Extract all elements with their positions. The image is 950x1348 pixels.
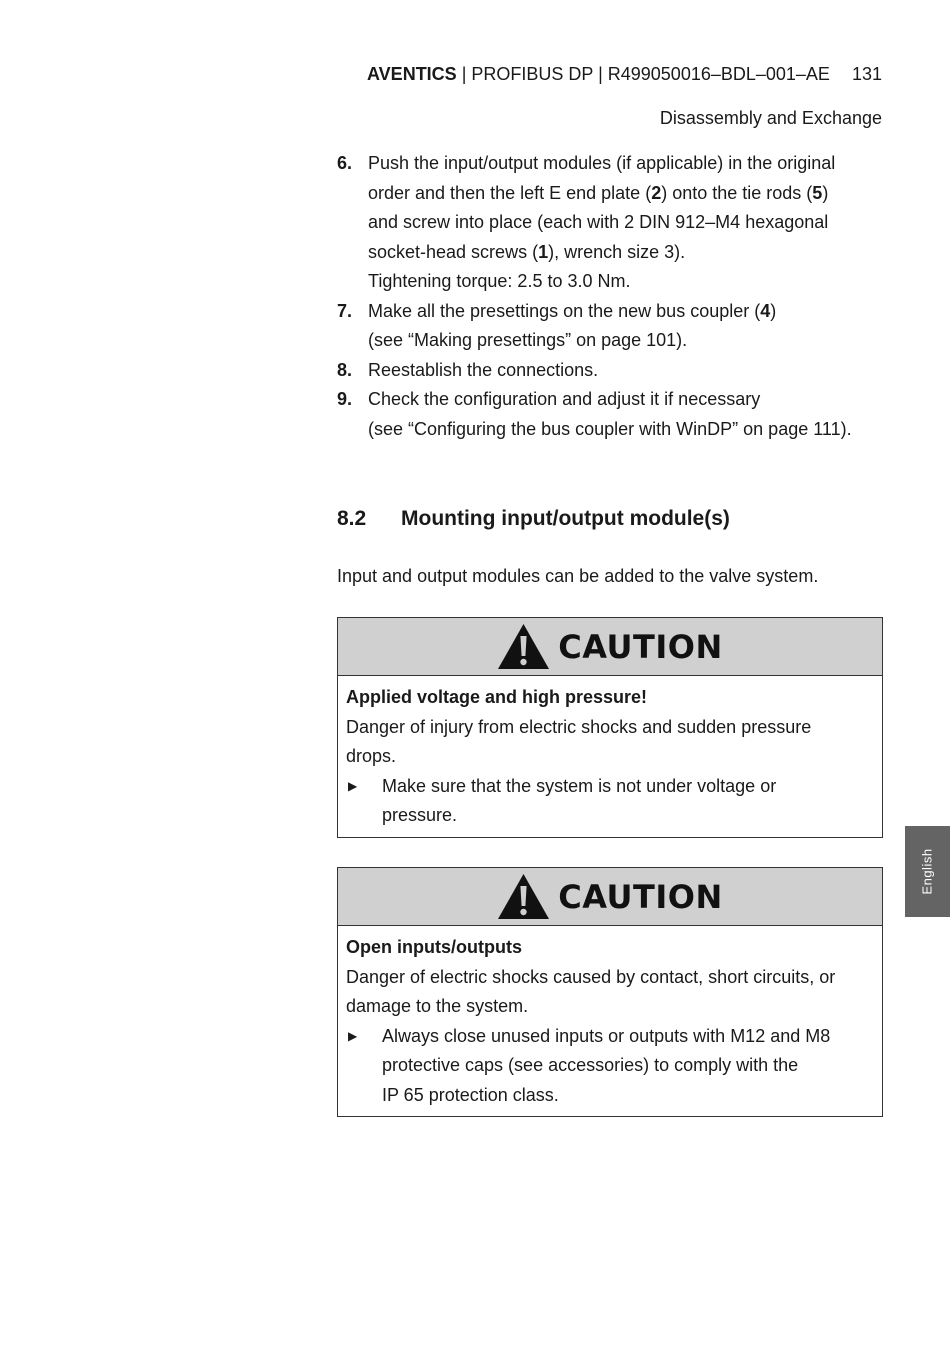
step-number: 6. (337, 153, 353, 173)
step-text-line: (see “Configuring the bus coupler with WinDP” on page 111). (368, 418, 852, 439)
step-text-line: Tightening torque: 2.5 to 3.0 Nm. (368, 271, 631, 291)
item-reference: 2 (651, 182, 662, 203)
caution-instruction (346, 772, 874, 831)
triangle-right-icon: ▶ (348, 778, 358, 793)
step-number: 7. (337, 300, 353, 321)
signal-word: CAUTION (558, 877, 723, 916)
list-item (337, 297, 897, 356)
caution-body (338, 926, 882, 1116)
step-text-line: and screw into place (each with 2 DIN 912–M4 hexagonal (368, 212, 829, 232)
step-text-line: Push the input/output modules (if applicable) in the original (368, 153, 836, 173)
language-tab-label: English (920, 848, 936, 895)
caution-body (338, 676, 882, 837)
caution-text-line: Danger of injury from electric shocks and sudden pressure (346, 716, 812, 737)
section-title: Mounting input/output module(s) (401, 507, 730, 530)
caution-title: Open inputs/outputs (346, 937, 522, 957)
step-text-line: socket-head screws (1), wrench size 3). (368, 241, 686, 262)
caution-box (337, 867, 883, 1117)
step-number: 8. (337, 359, 353, 380)
caution-text-line: damage to the system. (346, 996, 529, 1016)
section-number: 8.2 (337, 507, 367, 530)
caution-title: Applied voltage and high pressure! (346, 687, 648, 707)
list-item (337, 149, 897, 297)
document-id: | PROFIBUS DP | R499050016–BDL–001–AE (456, 64, 830, 84)
running-header (367, 62, 882, 86)
item-reference: 1 (538, 241, 549, 262)
step-text-line: Make all the presettings on the new bus coupler (4) (368, 300, 777, 321)
warning-triangle-icon (497, 623, 550, 670)
list-item (337, 356, 897, 386)
caution-header (338, 618, 882, 676)
section-heading (337, 505, 730, 533)
step-number: 9. (337, 389, 353, 409)
list-item (337, 385, 897, 444)
caution-text-line: Danger of electric shocks caused by contact, short circuits, or (346, 966, 836, 987)
step-text-line: Reestablish the connections. (368, 359, 599, 380)
step-text-line: order and then the left E end plate (2) onto the tie rods (5) (368, 182, 829, 203)
triangle-right-icon: ▶ (348, 1028, 358, 1043)
caution-box (337, 617, 883, 838)
warning-triangle-icon (497, 873, 550, 920)
page-number: 131 (851, 64, 882, 84)
chapter-title: Disassembly and Exchange (659, 108, 882, 128)
instruction-text-line: pressure. (382, 805, 458, 825)
caution-text-line: drops. (346, 746, 397, 766)
language-tab[interactable] (905, 826, 950, 917)
instruction-text-line: Always close unused inputs or outputs with M12 and M8 (382, 1025, 831, 1046)
caution-instruction (346, 1022, 874, 1111)
instruction-text-line: protective caps (see accessories) to comply with the (382, 1055, 799, 1075)
caution-header (338, 868, 882, 926)
item-reference: 4 (760, 300, 771, 321)
item-reference: 5 (812, 182, 823, 203)
instruction-text-line: IP 65 protection class. (382, 1084, 559, 1105)
instruction-text-line: Make sure that the system is not under voltage or (382, 775, 777, 796)
intro-paragraph: Input and output modules can be added to the valve system. (337, 566, 819, 586)
brand-name: AVENTICS (367, 64, 457, 84)
step-text-line: Check the configuration and adjust it if necessary (368, 389, 761, 409)
step-text-line: (see “Making presettings” on page 101). (368, 330, 688, 350)
step-list (337, 149, 897, 444)
signal-word: CAUTION (558, 627, 723, 666)
